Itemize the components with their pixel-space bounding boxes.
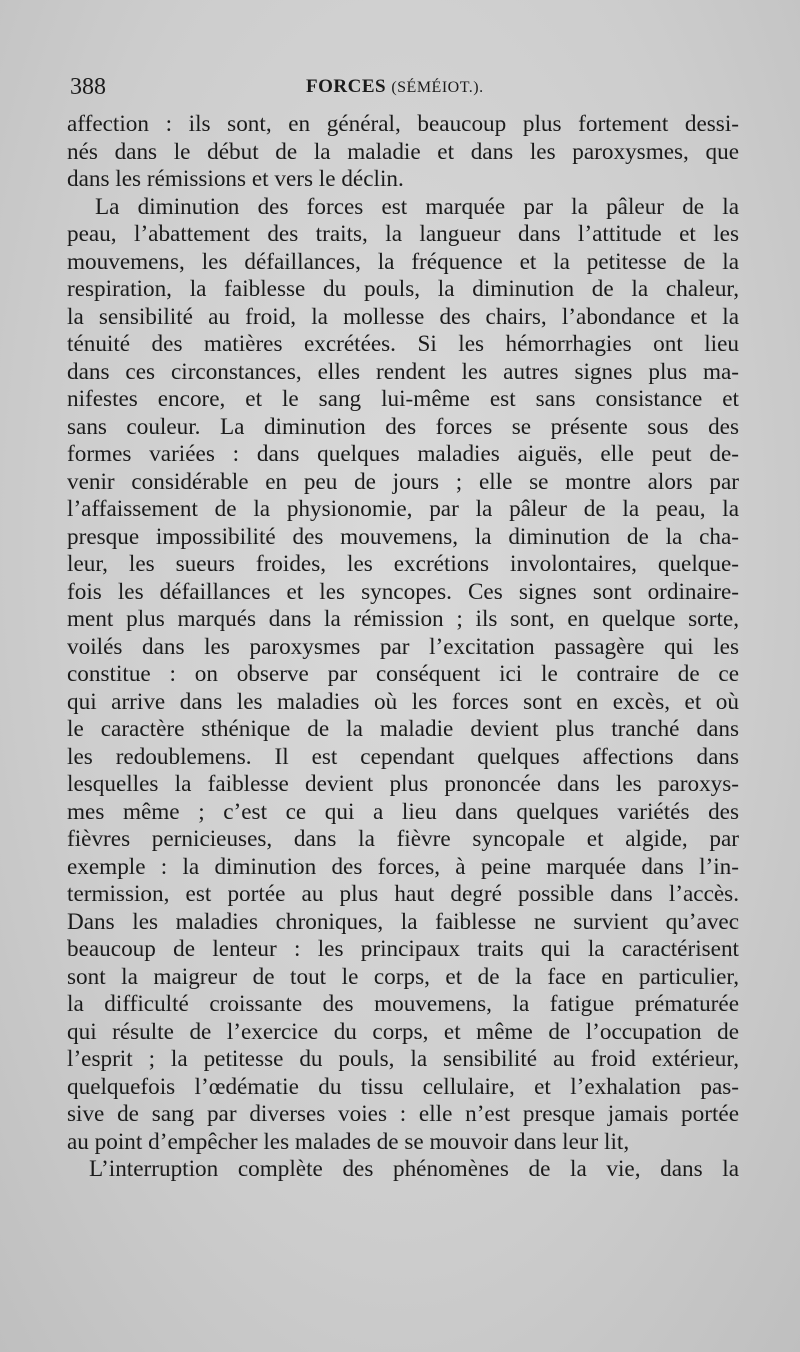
running-title (306, 76, 484, 98)
text-line: dans ces circonstances, elles rendent les autres signes plus ma- (67, 358, 739, 385)
text-line: exemple : la diminution des forces, à peine marquée dans l’in- (67, 853, 739, 880)
text-line: presque impossibilité des mouvemens, la diminution de la cha- (67, 523, 739, 550)
text-line: venir considérable en peu de jours ; elle se montre alors par (67, 468, 739, 495)
text-line: fièvres pernicieuses, dans la fièvre syncopale et algide, par (67, 826, 739, 852)
text-line: les redoublemens. Il est cependant quelques affections dans (67, 743, 739, 770)
text-line: voilés dans les paroxysmes par l’excitation passagère qui les (67, 633, 739, 660)
text-line: L’interruption complète des phénomènes de la vie, dans la (89, 1156, 739, 1182)
text-line: au point d’empêcher les malades de se mouvoir dans leur lit, (67, 1128, 630, 1155)
text-line: termission, est portée au plus haut degré possible dans l’accès. (67, 881, 739, 907)
text-line: formes variées : dans quelques maladies aiguës, elle peut de- (67, 441, 739, 467)
text-line: sive de sang par diverses voies : elle n’est presque jamais portée (67, 1101, 739, 1127)
text-line: leur, les sueurs froides, les excrétions involontaires, quelque- (67, 551, 739, 577)
running-title-sub: (SÉMÉIOT.). (391, 79, 484, 96)
text-line: le caractère sthénique de la maladie devient plus tranché dans (67, 716, 739, 742)
body-text (67, 111, 739, 1184)
running-title-main: FORCES (306, 76, 387, 97)
page-number: 388 (70, 74, 106, 100)
text-line: fois les défaillances et les syncopes. Ces signes sont ordinaire- (67, 578, 739, 605)
text-line: sont la maigreur de tout le corps, et de la face en particulier, (67, 963, 739, 990)
text-line: sans couleur. La diminution des forces se présente sous des (67, 413, 739, 440)
text-line: qui arrive dans les maladies où les forces sont en excès, et où (67, 688, 739, 715)
text-line: la difficulté croissante des mouvemens, la fatigue prématurée (67, 991, 739, 1017)
text-line: beaucoup de lenteur : les principaux traits qui la caractérisent (67, 936, 739, 962)
text-line: l’affaissement de la physionomie, par la pâleur de la peau, la (67, 496, 739, 522)
running-head (70, 72, 740, 106)
text-line: ténuité des matières excrétées. Si les hémorrhagies ont lieu (67, 331, 739, 357)
text-line: nés dans le début de la maladie et dans les paroxysmes, que (67, 138, 739, 165)
text-line: l’esprit ; la petitesse du pouls, la sensibilité au froid extérieur, (67, 1046, 739, 1072)
text-line: mes même ; c’est ce qui a lieu dans quelques variétés des (67, 798, 739, 825)
text-line: qui résulte de l’exercice du corps, et même de l’occupation de (67, 1018, 739, 1045)
text-line: peau, l’abattement des traits, la langueur dans l’attitude et les (67, 221, 739, 247)
text-line: Dans les maladies chroniques, la faiblesse ne survient qu’avec (67, 908, 739, 935)
text-line: lesquelles la faiblesse devient plus prononcée dans les paroxys- (67, 771, 739, 797)
text-line: dans les rémissions et vers le déclin. (67, 166, 404, 192)
text-line: respiration, la faiblesse du pouls, la diminution de la chaleur, (67, 276, 739, 302)
text-line: La diminution des forces est marquée par la pâleur de la (95, 193, 739, 220)
text-line: constitue : on observe par conséquent ici le contraire de ce (67, 661, 739, 687)
text-line: quelquefois l’œdématie du tissu cellulaire, et l’exhalation pas- (67, 1073, 739, 1100)
text-line: affection : ils sont, en général, beaucoup plus fortement dessi- (67, 111, 739, 137)
text-line: la sensibilité au froid, la mollesse des chairs, l’abondance et la (67, 303, 739, 330)
text-line: mouvemens, les défaillances, la fréquence et la petitesse de la (67, 248, 739, 275)
text-line: nifestes encore, et le sang lui-même est sans consistance et (67, 386, 739, 412)
text-line: ment plus marqués dans la rémission ; ils sont, en quelque sorte, (67, 606, 739, 632)
